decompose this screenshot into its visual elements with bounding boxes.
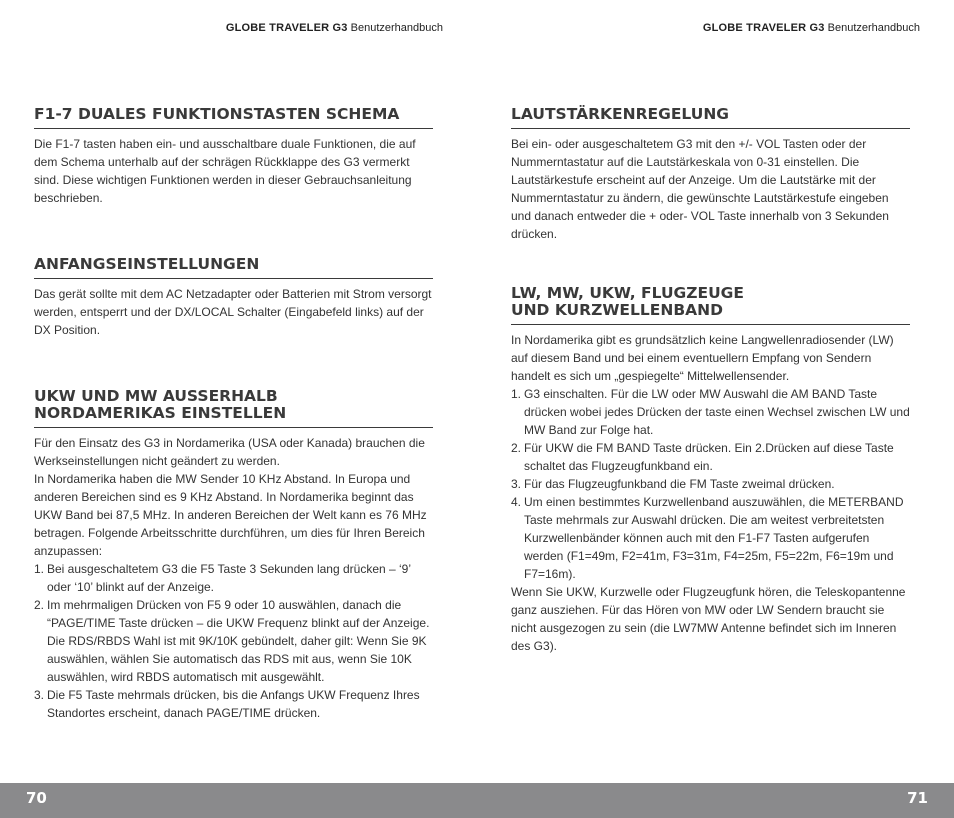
- section-title: ANFANGSEINSTELLUNGEN: [34, 256, 433, 279]
- right-column: [511, 106, 910, 655]
- header-brand: GLOBE TRAVELER G3: [702, 22, 825, 34]
- list-item: [34, 596, 433, 686]
- running-header: [226, 22, 443, 34]
- section-lautstaerke: [511, 106, 910, 243]
- section-title: [511, 285, 910, 325]
- section-title: F1-7 DUALES FUNKTIONSTASTEN SCHEMA: [34, 106, 433, 129]
- section-ukw-mw: [34, 388, 433, 722]
- title-line: UKW UND MW AUSSERHALB: [34, 387, 278, 405]
- title-line: NORDAMERIKAS EINSTELLEN: [34, 404, 287, 422]
- list-item: [34, 686, 433, 722]
- step-number: 2.: [511, 441, 522, 455]
- step-number: 1.: [511, 387, 522, 401]
- step-number: 2.: [34, 598, 45, 612]
- list-item: [511, 439, 910, 475]
- page-number-left: 70: [26, 789, 47, 807]
- step-text: Um einen bestimmtes Kurzwellenband auszuwählen, die METERBAND Taste mehrmals zur Auswahl drücken. Die am weitest verbreitetsten Kurzwellenbänder können auch mit den F1-F7 Tasten aufgerufen werden (F1=49m, F2=41m, F3=31m, F4=25m, F5=22m, F6=19m und F7=16m).: [524, 495, 904, 581]
- steps-list: [511, 385, 910, 583]
- list-item: [511, 475, 910, 493]
- step-number: 3.: [34, 688, 45, 702]
- left-column: [34, 106, 433, 722]
- step-text: Die F5 Taste mehrmals drücken, bis die Anfangs UKW Frequenz Ihres Standortes erscheint, danach PAGE/TIME drücken.: [47, 688, 420, 720]
- section-paragraph: Wenn Sie UKW, Kurzwelle oder Flugzeugfunk hören, die Teleskopantenne ganz ausziehen. Für das Hören von MW oder LW Sendern braucht sie nicht ausgezogen zu sein (die LW7MW Antenne befindet sich im Inneren des G3).: [511, 585, 906, 653]
- section-baender: [511, 285, 910, 655]
- section-paragraph: In Nordamerika haben die MW Sender 10 KHz Abstand. In Europa und anderen Bereichen sind es 9 KHz Abstand. In Nordamerika beginnt das UKW Band bei 87,5 MHz. In anderen Bereichen der Welt kann es 76 MHz betragen. Folgende Arbeitsschritte durchführen, um dies für Ihren Bereich anzupassen:: [34, 472, 427, 558]
- page-number-right: 71: [907, 789, 928, 807]
- list-item: [34, 560, 433, 596]
- section-f1-7: [34, 106, 433, 207]
- step-text: Für das Flugzeugfunkband die FM Taste zweimal drücken.: [524, 477, 835, 491]
- step-text: Im mehrmaligen Drücken von F5 9 oder 10 auswählen, danach die “PAGE/TIME Taste drücken – die UKW Frequenz blinkt auf der Anzeige. Die RDS/RBDS Wahl ist mit 9K/10K gebündelt, daher gilt: Wenn Sie 9K auswählen, wählen Sie automatisch das RDS mit aus, wenn Sie 10K auswählen, wird RBDS automatisch mit ausgewählt.: [47, 598, 430, 684]
- title-line: UND KURZWELLENBAND: [511, 301, 723, 319]
- section-title: [34, 388, 433, 428]
- section-paragraph: Die F1-7 tasten haben ein- und ausschaltbare duale Funktionen, die auf dem Schema unterhalb auf der schrägen Rückklappe des G3 vermerkt sind. Diese wichtigen Funktionen werden in dieser Gebrauchsanleitung beschrieben.: [34, 137, 416, 205]
- section-paragraph: Für den Einsatz des G3 in Nordamerika (USA oder Kanada) brauchen die Werkseinstellungen nicht geändert zu werden.: [34, 436, 425, 468]
- section-anfangseinstellungen: [34, 256, 433, 339]
- header-subtitle: Benutzerhandbuch: [827, 22, 920, 34]
- section-paragraph: In Nordamerika gibt es grundsätzlich keine Langwellenradiosender (LW) auf diesem Band und bei einem eventuellern Empfang von Sendern handelt es sich um „gespiegelte“ Mittelwellensender.: [511, 333, 894, 383]
- section-paragraph: Bei ein- oder ausgeschaltetem G3 mit den +/- VOL Tasten oder der Nummerntastatur auf die Lautstärkeskala von 0-31 einstellen. Die Lautstärkestufe erscheint auf der Anzeige. Um die Lautstärke mit der Nummerntastatur zu ändern, die gewünschte Lautstärkestufe eingeben und danach entweder die + oder- VOL Taste innerhalb von 3 Sekunden drücken.: [511, 137, 889, 241]
- right-page: [477, 0, 954, 818]
- step-text: Bei ausgeschaltetem G3 die F5 Taste 3 Sekunden lang drücken – ‘9’ oder ‘10’ blinkt auf der Anzeige.: [47, 562, 411, 594]
- section-title: LAUTSTÄRKENREGELUNG: [511, 106, 910, 129]
- section-paragraph: Das gerät sollte mit dem AC Netzadapter oder Batterien mit Strom versorgt werden, entsperrt und der DX/LOCAL Schalter (Eingabefeld links) auf der DX Position.: [34, 287, 432, 337]
- steps-list: [34, 560, 433, 722]
- step-number: 3.: [511, 477, 522, 491]
- list-item: [511, 493, 910, 583]
- title-line: LW, MW, UKW, FLUGZEUGE: [511, 284, 744, 302]
- step-number: 4.: [511, 495, 522, 509]
- step-number: 1.: [34, 562, 45, 576]
- list-item: [511, 385, 910, 439]
- step-text: Für UKW die FM BAND Taste drücken. Ein 2.Drücken auf diese Taste schaltet das Flugzeugfunkband ein.: [524, 441, 894, 473]
- header-subtitle: Benutzerhandbuch: [350, 22, 443, 34]
- step-text: G3 einschalten. Für die LW oder MW Auswahl die AM BAND Taste drücken wobei jedes Drücken der taste einen Wechsel zwischen LW und MW Band zur Folge hat.: [524, 387, 910, 437]
- running-header: [703, 22, 920, 34]
- header-brand: GLOBE TRAVELER G3: [225, 22, 348, 34]
